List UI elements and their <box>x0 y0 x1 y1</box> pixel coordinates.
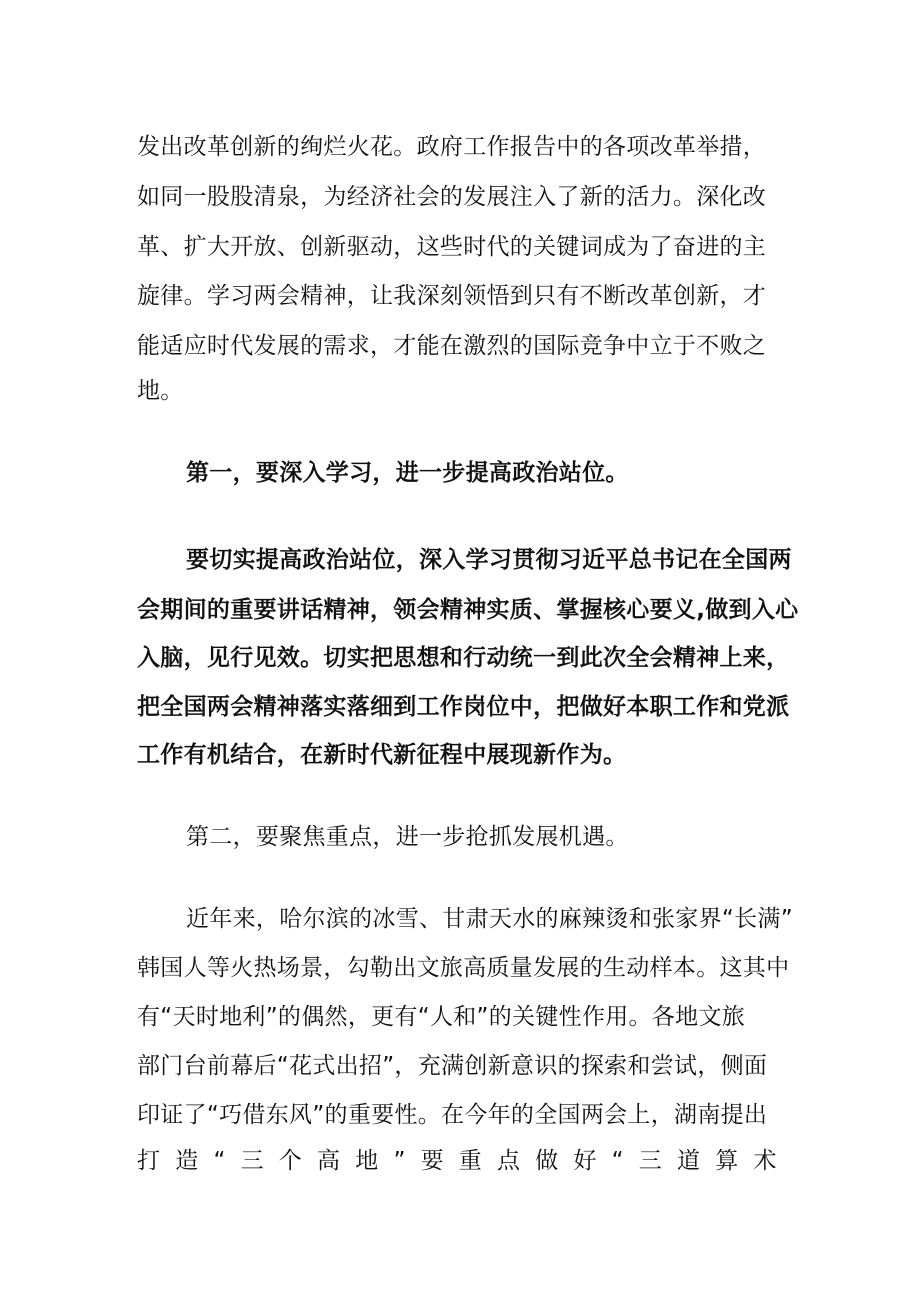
paragraph-1-line-4: 旋律。学习两会精神，让我深刻领悟到只有不断改革创新，才 <box>137 283 767 309</box>
word: 三 <box>638 1148 663 1174</box>
paragraph-1-line-1: 发出改革创新的绚烂火花。政府工作报告中的各项改革举措， <box>137 134 767 160</box>
word: ” <box>393 1148 406 1174</box>
word: 三 <box>240 1148 264 1174</box>
paragraph-2-line-3: 入脑，见行见效。切实把思想和行动统一到此次全会精神上来， <box>137 645 790 671</box>
paragraph-3-line-4: 部门台前幕后“花式出招”，充满创新意识的探索和尝试，侧面 <box>137 1053 768 1079</box>
paragraph-3-line-6 <box>137 1146 777 1176</box>
word: 高 <box>317 1148 341 1174</box>
paragraph-3-line-3: 有“天时地利”的偶然，更有“人和”的关键性作用。各地文旅 <box>137 1004 746 1030</box>
paragraph-1-line-5: 能适应时代发展的需求，才能在激烈的国际竞争中立于不败之 <box>137 333 767 359</box>
paragraph-2-line-1: 要切实提高政治站位，深入学习贯彻习近平总书记在全国两 <box>186 547 792 573</box>
word: 打 <box>137 1148 161 1174</box>
word: 要 <box>420 1148 444 1174</box>
word: 道 <box>677 1148 701 1174</box>
word: “ <box>213 1148 226 1174</box>
paragraph-1-line-3: 革、扩大开放、创新驱动，这些时代的关键词成为了奋进的主 <box>137 234 767 260</box>
word: 点 <box>497 1148 521 1174</box>
word: 地 <box>355 1148 379 1174</box>
word: 做 <box>535 1148 559 1174</box>
paragraph-3-line-5: 印证了“巧借东风”的重要性。在今年的全国两会上，湖南提出 <box>137 1102 768 1128</box>
paragraph-3-line-1: 近年来，哈尔滨的冰雪、甘肃天水的麻辣烫和张家界“长满” <box>186 906 793 932</box>
paragraph-3-line-2: 韩国人等火热场景，勾勒出文旅高质量发展的生动样本。这其中 <box>137 955 790 981</box>
paragraph-2-line-4: 把全国两会精神落实落细到工作岗位中，把做好本职工作和党派 <box>137 694 790 720</box>
paragraph-1-line-6: 地。 <box>137 378 184 404</box>
paragraph-2-line-5: 工作有机结合，在新时代新征程中展现新作为。 <box>137 742 627 768</box>
section-heading-1: 第一，要深入学习，进一步提高政治站位。 <box>186 460 629 486</box>
word: 造 <box>175 1148 199 1174</box>
paragraph-1-line-2: 如同一股股清泉，为经济社会的发展注入了新的活力。深化改 <box>137 184 767 210</box>
paragraph-2-line-2: 会期间的重要讲话精神，领会精神实质、掌握核心要义,做到入心 <box>137 597 799 623</box>
word: 个 <box>278 1148 303 1174</box>
word: 算 <box>715 1148 739 1174</box>
word: 术 <box>753 1148 777 1174</box>
word: 重 <box>458 1148 483 1174</box>
section-heading-2: 第二，要聚焦重点，进一步抢抓发展机遇。 <box>186 824 629 850</box>
word: “ <box>611 1148 624 1174</box>
word: 好 <box>573 1148 597 1174</box>
